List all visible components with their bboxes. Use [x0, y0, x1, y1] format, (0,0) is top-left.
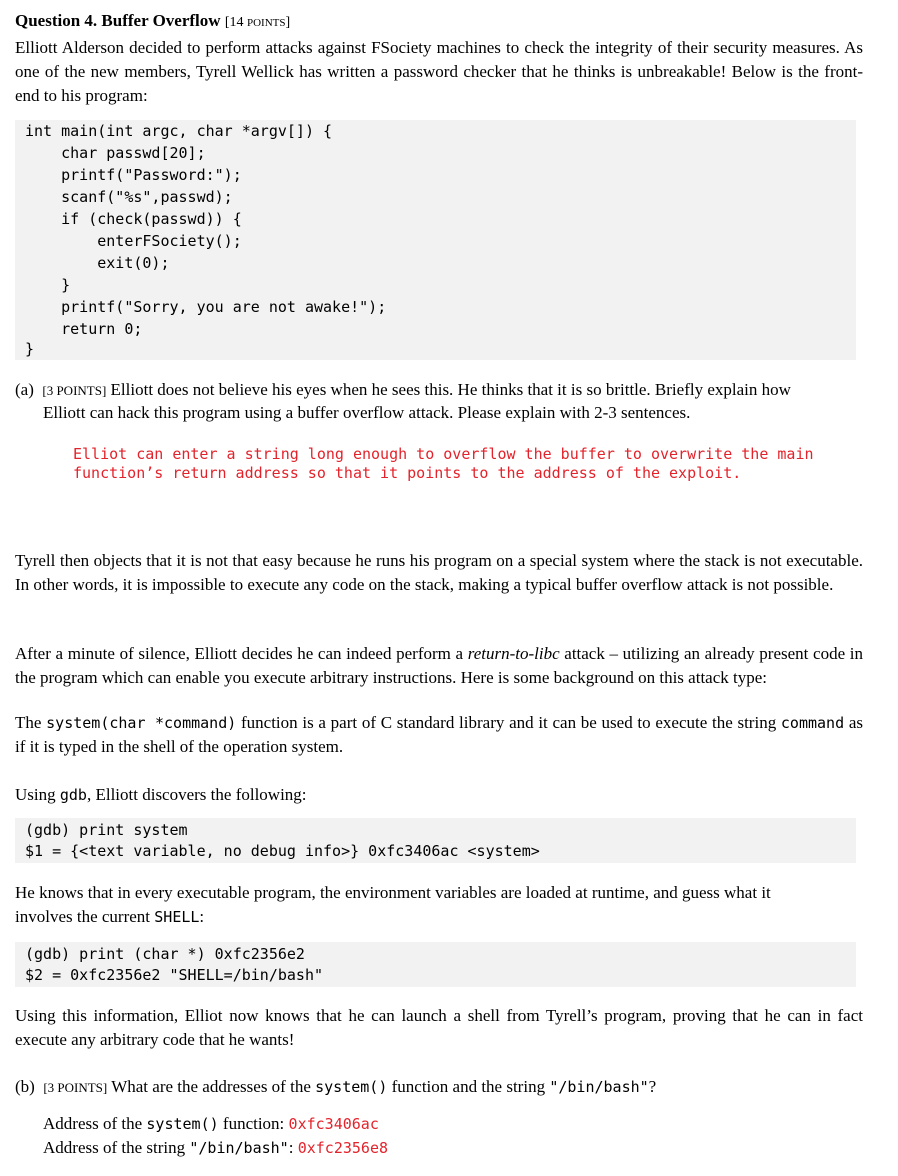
- code-line: }: [25, 276, 71, 294]
- env-paragraph-line1: He knows that in every executable program, the environment variables are loaded at runtime, and guess what it: [15, 883, 771, 902]
- intro-paragraph: Elliott Alderson decided to perform attacks against FSociety machines to check the integrity of their security measures. As one of the new members, Tyrell Wellick has written a password checker that he thinks is unbreakable! Below is the front-end to his program:: [15, 38, 863, 105]
- main-code-block: [15, 120, 856, 360]
- command-code: command: [780, 714, 845, 732]
- env-paragraph-line2: involves the current SHELL:: [15, 907, 205, 926]
- part-b-points: [3 POINTS]: [43, 1080, 108, 1095]
- shell-code: SHELL: [154, 908, 200, 926]
- question-title: [15, 11, 290, 31]
- code-line: $2 = 0xfc2356e2 "SHELL=/bin/bash": [25, 966, 324, 984]
- system-paragraph: The system(char *command) function is a part of C standard library and it can be used to execute the string command as if it is typed in the shell of the operation system.: [15, 713, 863, 756]
- gdb-paragraph: Using gdb, Elliott discovers the following:: [15, 785, 307, 804]
- part-b-label: (b): [15, 1077, 35, 1096]
- code-line: return 0;: [25, 320, 143, 338]
- tyrell-paragraph: Tyrell then objects that it is not that easy because he runs his program on a special system where the stack is not executable. In other words, it is impossible to execute any code on the stack, making a typical buffer overflow attack is not possible.: [15, 551, 863, 594]
- code-line: char passwd[20];: [25, 144, 206, 162]
- code-line: (gdb) print (char *) 0xfc2356e2: [25, 945, 305, 963]
- system-address-answer: Address of the system() function: 0xfc3406ac: [43, 1114, 379, 1133]
- title-points: [14 POINTS]: [224, 15, 291, 30]
- code-line: printf("Password:");: [25, 166, 242, 184]
- title-text: Question 4. Buffer Overflow: [15, 11, 221, 30]
- part-a-answer-line2: function’s return address so that it points to the address of the exploit.: [73, 464, 742, 482]
- code-line: if (check(passwd)) {: [25, 210, 242, 228]
- code-line: enterFSociety();: [25, 232, 242, 250]
- code-line: exit(0);: [25, 254, 170, 272]
- code-line: (gdb) print system: [25, 821, 188, 839]
- return-to-libc-term: return-to-libc: [467, 644, 560, 663]
- part-a-line2: Elliott can hack this program using a buffer overflow attack. Please explain with 2-3 sentences.: [43, 403, 691, 422]
- system-address-value: 0xfc3406ac: [288, 1115, 379, 1133]
- launch-paragraph: Using this information, Elliot now knows that he can launch a shell from Tyrell’s program, proving that he can in fact execute any arbitrary code that he wants!: [15, 1006, 863, 1049]
- gdb-code-block-2: [15, 942, 856, 987]
- code-line: int main(int argc, char *argv[]) {: [25, 122, 333, 140]
- bash-address-answer: Address of the string "/bin/bash": 0xfc2356e8: [43, 1138, 389, 1157]
- part-b-question: (b) [3 POINTS] What are the addresses of the system() function and the string "/bin/bash"?: [15, 1077, 657, 1096]
- part-a-answer-line1: Elliot can enter a string long enough to overflow the buffer to overwrite the main: [73, 445, 814, 463]
- part-a-points: [3 POINTS]: [42, 383, 107, 398]
- bash-address-value: 0xfc2356e8: [297, 1139, 389, 1157]
- system-signature: system(char *command): [46, 714, 237, 732]
- code-line: printf("Sorry, you are not awake!");: [25, 298, 387, 316]
- gdb-code: gdb: [59, 786, 87, 804]
- code-line: $1 = {<text variable, no debug info>} 0xfc3406ac <system>: [25, 842, 540, 860]
- part-a-line1: Elliott does not believe his eyes when he sees this. He thinks that it is so brittle. Briefly explain how: [110, 380, 791, 399]
- part-a-label: (a): [15, 380, 34, 399]
- code-line: }: [25, 340, 35, 358]
- part-a-question: [15, 378, 791, 402]
- gdb-code-block-1: [15, 818, 856, 863]
- elliott-paragraph: After a minute of silence, Elliott decides he can indeed perform a return-to-libc attack – utilizing an already present code in the program which can enable you execute arbitrary instructions. Here is some background on this attack type:: [15, 644, 864, 687]
- code-line: scanf("%s",passwd);: [25, 188, 233, 206]
